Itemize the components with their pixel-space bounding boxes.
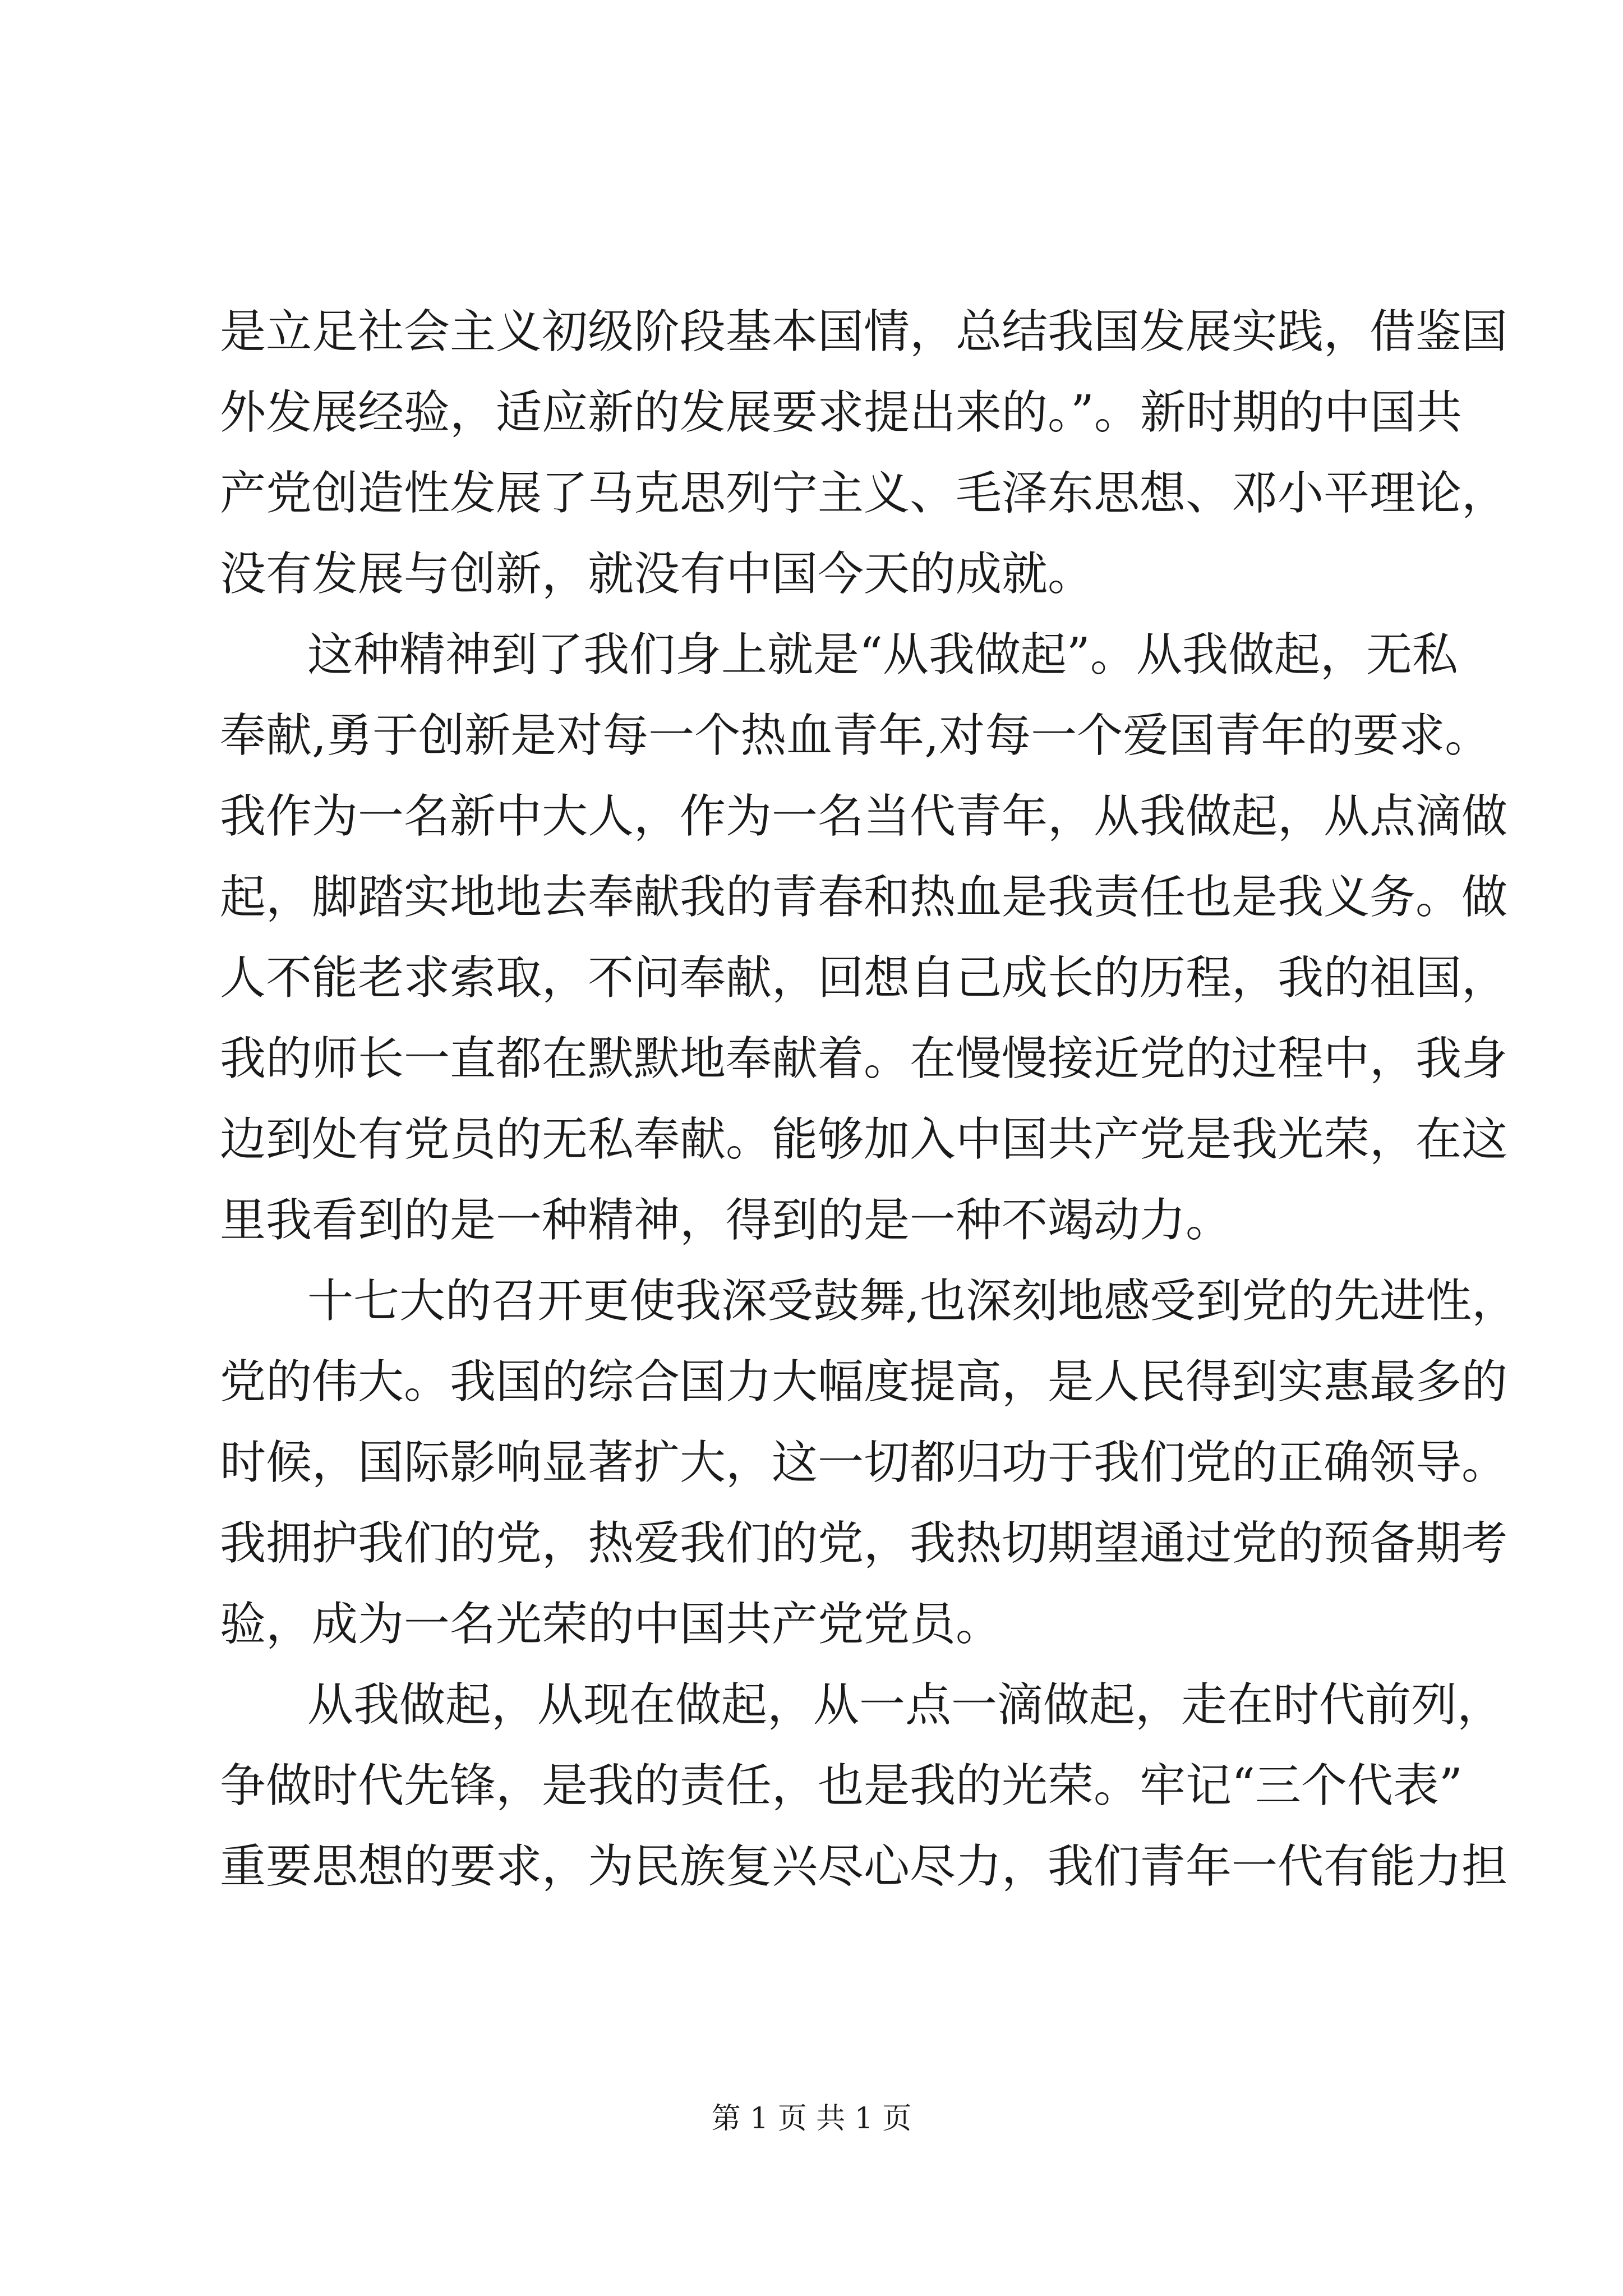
paragraph-start-line: 这种精神到了我们身上就是“从我做起”。从我做起，无私 (307, 628, 1458, 682)
page-footer: 第 1 页 共 1 页 (711, 2102, 912, 2136)
text-line: 没有发展与创新，就没有中国今天的成就。 (220, 547, 1094, 601)
text-line: 起，脚踏实地地去奉献我的青春和热血是我责任也是我义务。做 (220, 871, 1508, 924)
text-line: 我作为一名新中大人，作为一名当代青年，从我做起，从点滴做 (220, 790, 1508, 843)
text-line: 是立足社会主义初级阶段基本国情，总结我国发展实践，借鉴国 (220, 305, 1508, 358)
paragraph-start-line: 十七大的召开更使我深受鼓舞,也深刻地感受到党的先进性， (307, 1274, 1518, 1328)
text-line: 人不能老求索取，不问奉献，回想自己成长的历程，我的祖国， (220, 951, 1508, 1005)
body-text (220, 292, 1518, 1907)
text-line: 外发展经验，适应新的发展要求提出来的。”。新时期的中国共 (220, 386, 1462, 439)
text-line: 我的师长一直都在默默地奉献着。在慢慢接近党的过程中，我身 (220, 1032, 1508, 1085)
text-line: 时候，国际影响显著扩大，这一切都归功于我们党的正确领导。 (220, 1436, 1508, 1489)
paragraph-start-line: 从我做起，从现在做起，从一点一滴做起，走在时代前列， (307, 1678, 1504, 1732)
text-line: 党的伟大。我国的综合国力大幅度提高，是人民得到实惠最多的 (220, 1355, 1508, 1409)
text-line: 争做时代先锋，是我的责任，也是我的光荣。牢记“三个代表” (220, 1759, 1463, 1812)
text-line: 验，成为一名光荣的中国共产党党员。 (220, 1598, 1002, 1651)
text-line: 重要思想的要求，为民族复兴尽心尽力，我们青年一代有能力担 (220, 1840, 1508, 1893)
text-line: 产党创造性发展了马克思列宁主义、毛泽东思想、邓小平理论， (220, 467, 1508, 520)
text-line: 里我看到的是一种精神，得到的是一种不竭动力。 (220, 1194, 1232, 1247)
text-line: 边到处有党员的无私奉献。能够加入中国共产党是我光荣，在这 (220, 1113, 1508, 1166)
text-line: 奉献,勇于创新是对每一个热血青年,对每一个爱国青年的要求。 (220, 709, 1491, 762)
text-line: 我拥护我们的党，热爱我们的党，我热切期望通过党的预备期考 (220, 1517, 1508, 1570)
